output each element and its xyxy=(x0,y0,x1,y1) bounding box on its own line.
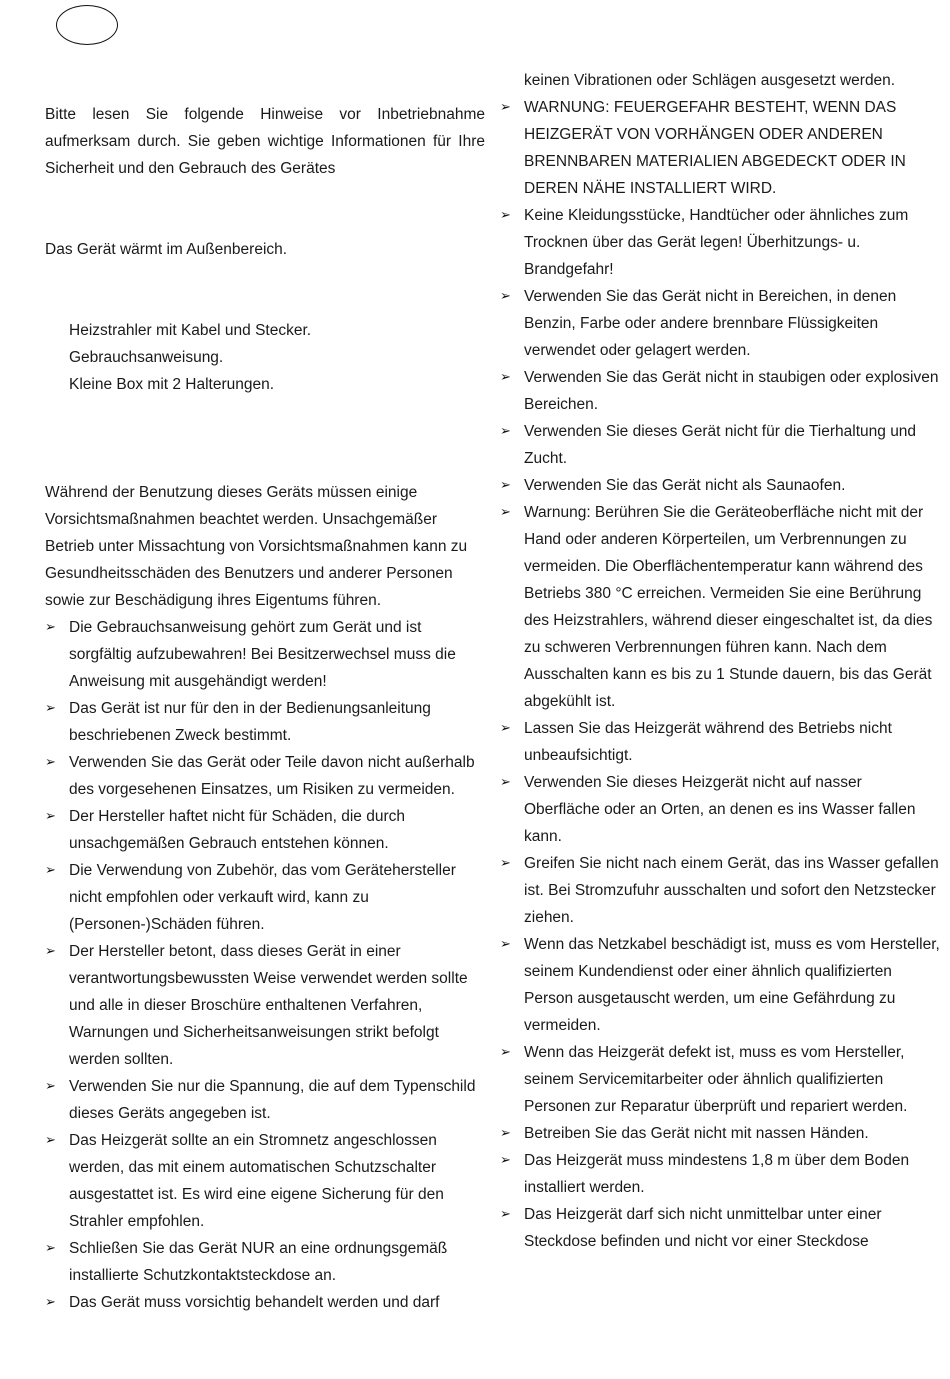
list-item xyxy=(500,1201,940,1255)
list-item-text: Keine Kleidungsstücke, Handtücher oder ähnliches zum Trocknen über das Gerät legen! Überhitzungs- u. Brandgefahr! xyxy=(524,207,909,278)
list-item-text: Der Hersteller haftet nicht für Schäden, die durch unsachgemäßen Gebrauch entstehen können. xyxy=(69,808,406,852)
intro-paragraph: Bitte lesen Sie folgende Hinweise vor Inbetriebnahme aufmerksam durch. Sie geben wichtige Informationen für Ihre Sicherheit und den Gebrauch des Gerätes xyxy=(45,106,485,177)
arrow-bullet-icon: ➢ xyxy=(500,721,511,736)
contents-item: Kleine Box mit 2 Halterungen. xyxy=(69,376,275,393)
list-item xyxy=(500,472,940,499)
list-item-text: WARNUNG: FEUERGEFAHR BESTEHT, WENN DAS HEIZGERÄT VON VORHÄNGEN ODER ANDEREN BRENNBAREN MATERIALIEN ABGEDECKT ODER IN DEREN NÄHE INSTALLIERT WIRD. xyxy=(524,99,906,197)
right-column xyxy=(500,67,940,1255)
list-item-text: Schließen Sie das Gerät NUR an eine ordnungsgemäß installierte Schutzkontaktsteckdose an. xyxy=(69,1240,448,1284)
contents-item: Heizstrahler mit Kabel und Stecker. xyxy=(69,322,312,339)
list-item xyxy=(45,1289,485,1316)
list-item-text: Das Heizgerät sollte an ein Stromnetz angeschlossen werden, das mit einem automatischen Schutzschalter ausgestattet ist. Es wird eine eigene Sicherung für den Strahler empfohlen. xyxy=(69,1132,444,1230)
arrow-bullet-icon: ➢ xyxy=(500,937,511,952)
list-item-text: Verwenden Sie das Gerät nicht als Saunaofen. xyxy=(524,477,846,494)
list-item-text: Die Verwendung von Zubehör, das vom Gerätehersteller nicht empfohlen oder verkauft wird, kann zu (Personen-)Schäden führen. xyxy=(69,862,456,933)
left-column xyxy=(45,101,485,1316)
list-item-text: Wenn das Netzkabel beschädigt ist, muss es vom Hersteller, seinem Kundendienst oder einer ähnlich qualifizierten Person ausgetauscht werden, um eine Gefährdung zu vermeiden. xyxy=(524,936,940,1034)
contents-item: Gebrauchsanweisung. xyxy=(69,349,224,366)
list-item-text: Das Gerät ist nur für den in der Bedienungsanleitung beschriebenen Zweck bestimmt. xyxy=(69,700,431,744)
list-item-text: Verwenden Sie nur die Spannung, die auf dem Typenschild dieses Geräts angegeben ist. xyxy=(69,1078,476,1122)
list-item xyxy=(500,931,940,1039)
arrow-bullet-icon: ➢ xyxy=(500,856,511,871)
list-item-text: Das Heizgerät darf sich nicht unmittelbar unter einer Steckdose befinden und nicht vor einer Steckdose xyxy=(524,1206,882,1250)
list-item xyxy=(45,803,485,857)
arrow-bullet-icon: ➢ xyxy=(500,208,511,223)
arrow-bullet-icon: ➢ xyxy=(45,1295,56,1310)
arrow-bullet-icon: ➢ xyxy=(45,863,56,878)
list-item-text: Greifen Sie nicht nach einem Gerät, das ins Wasser gefallen ist. Bei Stromzufuhr ausschalten und sofort den Netzstecker ziehen. xyxy=(524,855,939,926)
arrow-bullet-icon: ➢ xyxy=(45,809,56,824)
list-item xyxy=(500,769,940,850)
list-item-text: Wenn das Heizgerät defekt ist, muss es vom Hersteller, seinem Servicemitarbeiter oder ähnlich qualifizierten Personen zur Reparatur überprüft und repariert werden. xyxy=(524,1044,908,1115)
list-item xyxy=(45,1073,485,1127)
continued-text: keinen Vibrationen oder Schlägen ausgesetzt werden. xyxy=(524,72,896,89)
arrow-bullet-icon: ➢ xyxy=(500,370,511,385)
arrow-bullet-icon: ➢ xyxy=(45,701,56,716)
arrow-bullet-icon: ➢ xyxy=(45,944,56,959)
list-item-text: Verwenden Sie das Gerät oder Teile davon nicht außerhalb des vorgesehenen Einsatzes, um Risiken zu vermeiden. xyxy=(69,754,475,798)
list-item xyxy=(45,938,485,1073)
list-item xyxy=(500,202,940,283)
list-item-text: Betreiben Sie das Gerät nicht mit nassen Händen. xyxy=(524,1125,869,1142)
arrow-bullet-icon: ➢ xyxy=(500,289,511,304)
contents-list xyxy=(45,317,485,398)
list-item xyxy=(500,499,940,715)
list-item-text: Das Gerät muss vorsichtig behandelt werden und darf xyxy=(69,1294,440,1311)
arrow-bullet-icon: ➢ xyxy=(500,1207,511,1222)
arrow-bullet-icon: ➢ xyxy=(500,478,511,493)
list-item xyxy=(500,715,940,769)
list-item-text: Das Heizgerät muss mindestens 1,8 m über dem Boden installiert werden. xyxy=(524,1152,910,1196)
arrow-bullet-icon: ➢ xyxy=(500,505,511,520)
arrow-bullet-icon: ➢ xyxy=(45,755,56,770)
right-safety-list xyxy=(500,94,940,1255)
list-item-text: Verwenden Sie dieses Gerät nicht für die Tierhaltung und Zucht. xyxy=(524,423,917,467)
arrow-bullet-icon: ➢ xyxy=(45,1133,56,1148)
list-item xyxy=(45,1235,485,1289)
list-item xyxy=(500,283,940,364)
arrow-bullet-icon: ➢ xyxy=(45,1241,56,1256)
list-item-text: Warnung: Berühren Sie die Geräteoberfläche nicht mit der Hand oder anderen Körperteilen, um Verbrennungen zu vermeiden. Die Oberflächentemperatur kann während des Betriebs 380 °C erreichen. Vermeiden Sie eine Berührung des Heizstrahlers, während dieser eingeschaltet ist, da dies zu schweren Verbrennungen führen kann. Nach dem Ausschalten kann es bis zu 1 Stunde dauern, bis das Gerät abgekühlt ist. xyxy=(524,504,933,710)
list-item xyxy=(500,1147,940,1201)
list-item xyxy=(500,364,940,418)
list-item xyxy=(500,418,940,472)
safety-intro-paragraph: Während der Benutzung dieses Geräts müssen einige Vorsichtsmaßnahmen beachtet werden. Unsachgemäßer Betrieb unter Missachtung von Vorsichtsmaßnahmen kann zu Gesundheitsschäden des Benutzers und anderer Personen sowie zur Beschädigung ihres Eigentums führen. xyxy=(45,484,468,609)
list-item xyxy=(45,614,485,695)
list-item-text: Verwenden Sie dieses Heizgerät nicht auf nasser Oberfläche oder an Orten, an denen es ins Wasser fallen kann. xyxy=(524,774,916,845)
arrow-bullet-icon: ➢ xyxy=(500,1045,511,1060)
arrow-bullet-icon: ➢ xyxy=(500,775,511,790)
list-item xyxy=(500,1120,940,1147)
page-marker-oval xyxy=(56,5,118,45)
list-item-text: Die Gebrauchsanweisung gehört zum Gerät und ist sorgfältig aufzubewahren! Bei Besitzerwechsel muss die Anweisung mit ausgehändigt werden! xyxy=(69,619,456,690)
list-item xyxy=(45,749,485,803)
arrow-bullet-icon: ➢ xyxy=(500,1126,511,1141)
list-item xyxy=(45,1127,485,1235)
list-item-text: Der Hersteller betont, dass dieses Gerät in einer verantwortungsbewussten Weise verwendet werden sollte und alle in dieser Broschüre enthaltenen Verfahren, Warnungen und Sicherheitsanweisungen strikt befolgt werden sollten. xyxy=(69,943,468,1068)
list-item xyxy=(45,857,485,938)
left-safety-list xyxy=(45,614,485,1316)
list-item xyxy=(500,1039,940,1120)
arrow-bullet-icon: ➢ xyxy=(500,1153,511,1168)
list-item-text: Lassen Sie das Heizgerät während des Betriebs nicht unbeaufsichtigt. xyxy=(524,720,892,764)
list-item xyxy=(45,695,485,749)
list-item xyxy=(500,850,940,931)
arrow-bullet-icon: ➢ xyxy=(45,620,56,635)
arrow-bullet-icon: ➢ xyxy=(45,1079,56,1094)
usage-paragraph: Das Gerät wärmt im Außenbereich. xyxy=(45,241,288,258)
list-item xyxy=(500,94,940,202)
list-item-text: Verwenden Sie das Gerät nicht in Bereichen, in denen Benzin, Farbe oder andere brennbare Flüssigkeiten verwendet oder gelagert werden. xyxy=(524,288,897,359)
list-item-text: Verwenden Sie das Gerät nicht in staubigen oder explosiven Bereichen. xyxy=(524,369,939,413)
arrow-bullet-icon: ➢ xyxy=(500,100,511,115)
arrow-bullet-icon: ➢ xyxy=(500,424,511,439)
